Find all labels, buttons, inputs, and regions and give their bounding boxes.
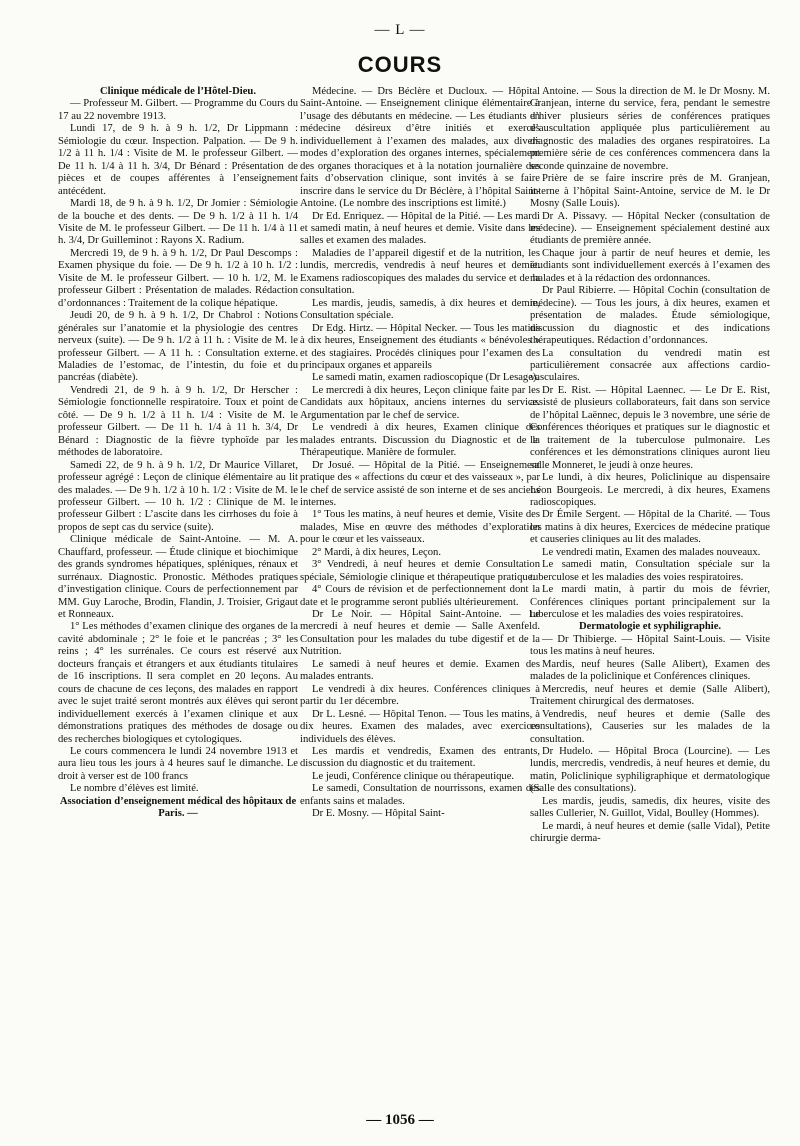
paragraph: Lundi 17, de 9 h. à 9 h. 1/2, Dr Lippmann : Sémiologie du cœur. Inspection. Palpation. — De 9 h. 1/2 à 11 h. 1/4 : Visite de M. le professeur Gilbert. — De 11 h. 1/4 à 11 h. 3/4, Dr Bénard : Présentation de pièces et de coupes afférentes à l’enseignement antécédent. xyxy=(58,123,298,197)
paragraph: — Dr Thibierge. — Hôpital Saint-Louis. — Visite tous les matins à neuf heures. xyxy=(530,633,770,658)
paragraph: 2° Mardi, à dix heures, Leçon. xyxy=(312,546,441,558)
paragraph: Jeudi 20, de 9 h. à 9 h. 1/2, Dr Chabrol : Notions générales sur l’anatomie et la physiologie des centres nerveux (suite). — De 9 h. 1/2 à 11 h. : Visite de M. le professeur Gilbert. — A 11 h. : Consultation externe. Maladies de l’estomac, de l’intestin, du foie et du pancréas (diabète). xyxy=(58,310,298,384)
paragraph: Dr Ed. Enriquez. — Hôpital de la Pitié. — Les mardi et samedi matin, à neuf heures et demie. Visite dans les salles et examen des malades. xyxy=(300,210,540,247)
page-number: — 1056 — xyxy=(366,1112,434,1128)
paragraph: Dr L. Lesné. — Hôpital Tenon. — Tous les matins, à dix heures. Examen des malades, avec exercices individuels des élèves. xyxy=(300,708,540,745)
paragraph: Clinique médicale de Saint-Antoine. — M. A. Chauffard, professeur. — Étude clinique et biochimique des grands syndromes hépatiques, spléniques, rénaux et surrénaux. Diagnostic. Pronostic. Méthodes pratiques d’investigation clinique. Cours de perfectionnement par MM. Guy Laroche, Brodin, Flandin, J. Troisier, Grigaut et Ronneaux. xyxy=(58,534,298,621)
paragraph: Le samedi, Consultation de nourrissons, examen des enfants sains et malades. xyxy=(300,783,540,807)
paragraph: Mercredi 19, de 9 h. à 9 h. 1/2, Dr Paul Descomps : Examen physique du foie. — De 9 h. 1/2 à 10 h. 1/2 : Visite de M. le professeur Gilbert. — 10 h. 1/2, M. le professeur Gilbert : Présentation de malades. Rédaction d’ordonnances : Traitement de la colique hépatique. xyxy=(58,247,298,309)
section-heading: Clinique médicale de l’Hôtel-Dieu. xyxy=(100,86,256,97)
paragraph: Mercredis, neuf heures et demie (Salle Alibert), Traitement chirurgical des dermatoses. xyxy=(530,683,770,708)
section-heading: Dermatologie et syphiligraphie. xyxy=(578,621,722,633)
paragraph: Mardis, neuf heures (Salle Alibert), Examen des malades de la policlinique et Conférences cliniques. xyxy=(530,658,770,683)
paragraph: Vendredi 21, de 9 h. à 9 h. 1/2, Dr Herscher : Sémiologie fonctionnelle respiratoire. Toux et point de côté. — De 9 h. 1/2 à 11 h. 1/4 : Visite de M. le professeur Gilbert. — De 11 h. 1/4 à 11 h. 3/4, Dr Bénard : Diagnostic de la fièvre typhoïde par les méthodes de laboratoire. xyxy=(58,384,298,459)
paragraph: Samedi 22, de 9 h. à 9 h. 1/2, Dr Maurice Villaret, professeur agrégé : Leçon de clinique élémentaire au lit des malades. — De 9 h. 1/2 à 10 h. 1/2 : Visite de M. le professeur Gilbert. — 10 h. 1/2 : Clinique de M. le professeur Gilbert : L’ascite dans les cirrhoses du foie à propos de sept cas du service (suite). xyxy=(58,459,298,533)
paragraph: 4° Cours de révision et de perfectionnement dont la date et le programme seront publiés ultérieurement. xyxy=(300,584,540,608)
paragraph: Le vendredi à dix heures. Conférences cliniques à partir du 1er décembre. xyxy=(300,683,540,708)
paragraph: Vendredis, neuf heures et demie (Salle des consultations), Causeries sur les malades de la consultation. xyxy=(530,708,770,745)
paragraph: Le samedi matin, examen radioscopique (Dr Lesage). xyxy=(312,372,540,384)
paragraph: Le mardi matin, à partir du mois de février, Conférences cliniques portant principalement sur la tuberculose et les maladies des voies respiratoires. xyxy=(530,584,770,621)
paragraph: Les mardis, jeudis, samedis, à dix heures et demie, Consultation spéciale. xyxy=(300,297,540,322)
page-header: — L — xyxy=(374,22,426,38)
paragraph: Dr Émile Sergent. — Hôpital de la Charité. — Tous les matins à dix heures, Exercices de médecine pratique et causeries cliniques au lit des malades. xyxy=(530,509,770,546)
paragraph: Mardi 18, de 9 h. à 9 h. 1/2, Dr Jomier : Sémiologie de la bouche et des dents. — De 9 h. 1/2 à 11 h. 1/4 Visite de M. le professeur Gilbert. — De 11 h. 1/4 à 11 h. 3/4, Dr Guilleminot : Rayons X. Radium. xyxy=(58,198,298,247)
paragraph: Le vendredi matin, Examen des malades nouveaux. xyxy=(542,546,761,558)
paragraph: 1° Les méthodes d’examen clinique des organes de la cavité abdominale ; 2° le foie et le pancréas ; 3° les reins ; 4° les surrénales. Ce cours est réservé aux docteurs français et étrangers et aux étudiants titulaires de 16 inscriptions. Il sera complet en 20 leçons. Au cours de chacune de ces leçons, des malades en rapport avec le sujet traité seront montrés aux élèves qui seront individuellement exercés à l’examen clinique et aux démonstrations pratiques des méthodes de dosage ou des recherches biologiques et cytologiques. xyxy=(58,621,298,745)
paragraph: Les mardis, jeudis, samedis, dix heures, visite des salles Cullerier, N. Guillot, Vidal, Boulley (Hommes). xyxy=(530,795,770,820)
paragraph: Le lundi, à dix heures, Policlinique au dispensaire Léon Bourgeois. Le mercredi, à dix heures, Examens radioscopiques. xyxy=(530,472,770,508)
paragraph: Le mercredi à dix heures, Leçon clinique faite par les Candidats aux hôpitaux, anciens internes du service. Argumentation par le chef de service. xyxy=(300,384,540,421)
paragraph: Le samedi à neuf heures et demie. Examen des malades entrants. xyxy=(300,658,540,683)
paragraph: Antoine. — Sous la direction de M. le Dr Mosny. M. Granjean, interne du service, fera, pendant le semestre d’hiver plusieurs séries de conférences pratiques d’auscultation appliquée plus particulièrement au diagnostic des maladies des organes respiratoires. La première série de ces conférences commencera dans la seconde quinzaine de novembre. xyxy=(530,86,770,172)
paragraph: Le mardi, à neuf heures et demie (salle Vidal), Petite chirurgie derma- xyxy=(530,820,770,845)
paragraph: Dr E. Rist. — Hôpital Laennec. — Le Dr E. Rist, assisté de plusieurs collaborateurs, fait dans son service de l’hôpital Laënnec, depuis le 3 novembre, une série de Conférences théoriques et pratiques sur le diagnostic et le traitement de la tuberculose pulmonaire. Les conférences et les démonstrations cliniques auront lieu salle Monneret, le jeudi à onze heures. xyxy=(530,384,770,471)
paragraph: Le jeudi, Conférence clinique ou thérapeutique. xyxy=(312,770,515,782)
paragraph: Chaque jour à partir de neuf heures et demie, les étudiants sont individuellement exercés à l’examen des malades et à la rédaction des ordonnances. xyxy=(530,247,770,284)
column-2 xyxy=(300,86,540,1106)
paragraph: Le cours commencera le lundi 24 novembre 1913 et aura lieu tous les jours à 4 heures sauf le dimanche. Le droit à verser est de 100 francs xyxy=(58,746,298,782)
paragraph: Le samedi matin, Consultation spéciale sur la tuberculose et les maladies des voies respiratoires. xyxy=(530,559,770,583)
paragraph: 1° Tous les matins, à neuf heures et demie, Visite des malades, Mise en œuvre des méthodes d’exploration pour le cœur et les vaisseaux. xyxy=(300,509,540,546)
page-title: COURS xyxy=(357,52,443,77)
paragraph: Dr Le Noir. — Hôpital Saint-Antoine. — Le mercredi à neuf heures et demie — Salle Axenfeld. Consultation pour les malades du tube digestif et de la Nutrition. xyxy=(300,609,540,658)
paragraph: Dr A. Pissavy. — Hôpital Necker (consultation de médecine). — Enseignement spécialement destiné aux étudiants de première année. xyxy=(530,210,770,247)
column-3 xyxy=(530,86,770,1106)
paragraph: Dr Paul Ribierre. — Hôpital Cochin (consultation de médecine). — Tous les jours, à dix heures, examen et présentation de malades. Étude sémiologique, discussion du diagnostic et des indications thérapeutiques. Rédaction d’ordonnances. xyxy=(530,285,770,347)
paragraph: Dr E. Mosny. — Hôpital Saint- xyxy=(312,808,445,820)
paragraph: 3° Vendredi, à neuf heures et demie Consultation spéciale, Sémiologie clinique et thérapeutique pratique. xyxy=(300,559,540,583)
paragraph: Maladies de l’appareil digestif et de la nutrition, les lundis, mercredis, vendredis à neuf heures et demie. Examens radioscopiques des malades du service et de la consultation. xyxy=(300,247,540,297)
paragraph: Dr Josué. — Hôpital de la Pitié. — Enseignement pratique des « affections du cœur et des vaisseaux », par le chef de service assisté de son interne et de ses anciens internes. xyxy=(300,459,540,508)
paragraph: Dr Hudelo. — Hôpital Broca (Lourcine). — Les lundis, mercredis, vendredis, à neuf heures et demie, du matin, Policlinique syphiligraphique et dermatologique (Salle des consultations). xyxy=(530,746,770,795)
paragraph: Le vendredi à dix heures, Examen clinique des malades entrants. Discussion du Diagnostic et de la Thérapeutique. Manière de formuler. xyxy=(300,422,540,459)
paragraph: — Professeur M. Gilbert. — Programme du Cours du 17 au 22 novembre 1913. xyxy=(58,98,298,122)
paragraph: Prière de se faire inscrire près de M. Granjean, interne à l’hôpital Saint-Antoine, service de M. le Dr Mosny (Salle Louis). xyxy=(530,173,770,210)
paragraph: Les mardis et vendredis, Examen des entrants, discussion du diagnostic et du traitement. xyxy=(300,746,540,770)
paragraph: Médecine. — Drs Béclère et Ducloux. — Hôpital Saint-Antoine. — Enseignement clinique élémentaire à l’usage des débutants en médecine. — Les étudiants en médecine désireux d’être initiés et exercés individuellement à l’examen des malades, aux divers modes d’exploration des organes internes, spécialement des organes thoraciques et à la notation journalière des faits d’observation clinique, sont invités à se faire inscrire dans le service du Dr Béclère, à l’hôpital Saint-Antoine. (Le nombre des inscriptions est limité.) xyxy=(300,86,540,210)
paragraph: La consultation du vendredi matin est particulièrement consacrée aux affections cardio-vasculaires. xyxy=(530,347,770,384)
section-heading: Association d’enseignement médical des hôpitaux de Paris. — xyxy=(59,795,297,820)
paragraph: Le nombre d’élèves est limité. xyxy=(70,783,199,795)
paragraph: Dr Edg. Hirtz. — Hôpital Necker. — Tous les matins à dix heures, Enseignement des étudiants « bénévoles » et des stagiaires. Procédés cliniques pour l’examen des principaux organes et appareils xyxy=(300,322,540,371)
column-1 xyxy=(58,86,298,1106)
